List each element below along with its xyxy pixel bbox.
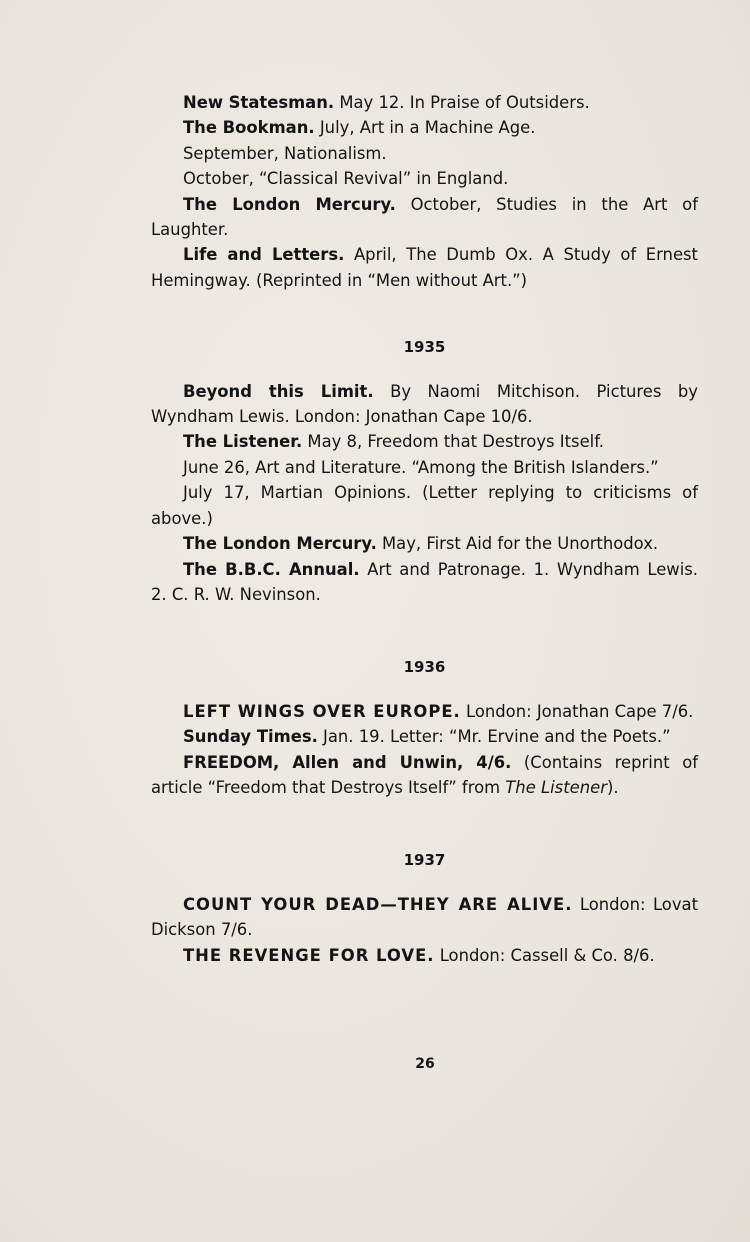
- entry-text: Art and Patronage. 1. Wyndham Lewis. 2. C. R. W. Nevinson.: [151, 559, 699, 604]
- entry-title: Beyond this Limit.: [183, 381, 374, 401]
- entry-text-end: ).: [606, 777, 619, 797]
- entry-text: May 8, Freedom that Destroys Itself.: [307, 432, 605, 452]
- year-heading-1935: 1935: [403, 338, 446, 357]
- entry-text: September, Nationalism.: [183, 143, 387, 163]
- entry-freedom: [151, 750, 698, 801]
- entry-text: London: Jonathan Cape 7/6.: [466, 701, 694, 721]
- entry-sunday-times: [151, 724, 698, 749]
- entry-listener: [151, 429, 698, 454]
- year-heading-1936: 1936: [403, 658, 446, 677]
- entry-title: Sunday Times.: [183, 727, 318, 747]
- year-heading-1937: 1937: [403, 851, 446, 870]
- entry-count-your-dead: [151, 892, 698, 943]
- entry-text: London: Cassell & Co. 8/6.: [439, 945, 655, 965]
- entry-title: The London Mercury.: [183, 194, 396, 214]
- entry-life-and-letters: [151, 242, 698, 293]
- entry-london-mercury-1935: [151, 531, 698, 556]
- entry-bbc-annual: [151, 557, 698, 608]
- entry-text: May 12. In Praise of Outsiders.: [339, 93, 590, 112]
- entry-text: By Naomi Mitchison. Pictures by Wyndham Lewis. London: Jonathan Cape 10/6.: [151, 381, 699, 427]
- entry-text: (Contains reprint of article “Freedom that Destroys Itself” from: [151, 752, 699, 797]
- entry-title: The B.B.C. Annual.: [183, 559, 360, 579]
- entry-italic-title: The Listener: [505, 777, 607, 797]
- entry-listener-july: [151, 480, 698, 531]
- entry-text: July 17, Martian Opinions. (Letter replying to criticisms of above.): [151, 483, 698, 528]
- entry-new-statesman: [151, 90, 698, 115]
- entry-title: The London Mercury.: [183, 534, 377, 554]
- entry-text: October, Studies in the Art of Laughter.: [151, 194, 698, 240]
- entry-revenge-for-love: [151, 943, 698, 968]
- page-number: 26: [415, 1056, 435, 1072]
- entry-bookman: [151, 115, 698, 140]
- bibliography-content: [151, 90, 698, 968]
- entry-text: Jan. 19. Letter: “Mr. Ervine and the Poets.”: [323, 727, 671, 747]
- entry-text: May, First Aid for the Unorthodox.: [382, 534, 659, 554]
- entry-bookman-september: [151, 141, 698, 166]
- entry-title: LEFT WINGS OVER EUROPE.: [183, 701, 461, 721]
- entry-title: THE REVENGE FOR LOVE.: [183, 945, 435, 965]
- entry-title: The Bookman.: [183, 118, 315, 138]
- entry-left-wings: [151, 699, 698, 724]
- entry-title: COUNT YOUR DEAD—THEY ARE ALIVE.: [183, 894, 573, 914]
- entry-title: Life and Letters.: [183, 245, 345, 265]
- entry-bookman-october: [151, 166, 698, 191]
- entry-title: The Listener.: [183, 432, 303, 452]
- entry-text: April, The Dumb Ox. A Study of Ernest Hemingway. (Reprinted in “Men without Art.”): [151, 245, 698, 290]
- entry-text: October, “Classical Revival” in England.: [183, 169, 509, 189]
- entry-listener-june: [151, 455, 698, 480]
- entry-text: London: Lovat Dickson 7/6.: [151, 894, 698, 940]
- entry-text: July, Art in a Machine Age.: [319, 118, 536, 138]
- entry-title: FREEDOM, Allen and Unwin, 4/6.: [183, 752, 512, 772]
- entry-text: June 26, Art and Literature. “Among the British Islanders.”: [183, 457, 659, 477]
- entry-beyond-this-limit: [151, 379, 698, 430]
- entry-london-mercury: [151, 192, 698, 243]
- entry-title: New Statesman.: [183, 93, 335, 112]
